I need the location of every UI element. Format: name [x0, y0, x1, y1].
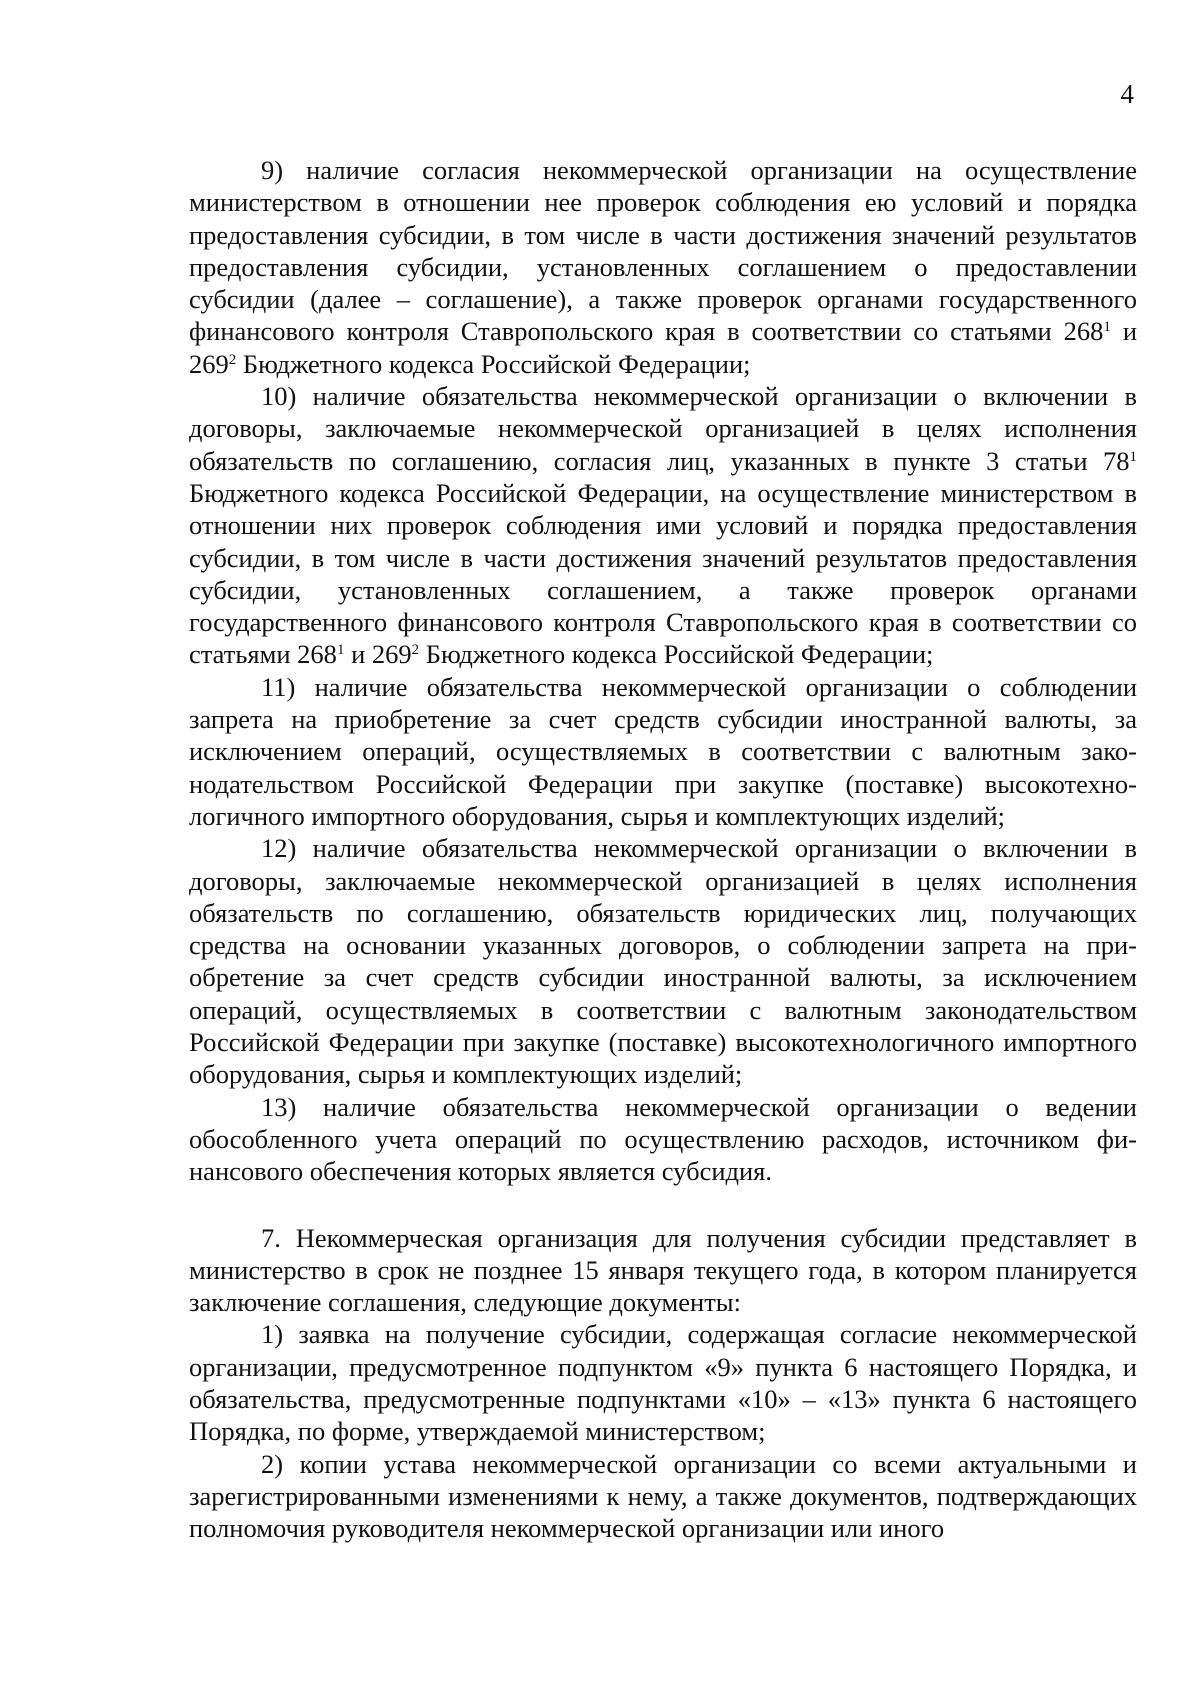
paragraph-text: 9) наличие согласия некоммерческой организации на осуществление министерством в отношении нее проверок соблюдения ею условий и порядка предоставления субсидии, в том числе в части достижения значений результатов предоставления субсидии, установленных соглашением о предоставлении субсидии (далее – соглашение), а также проверок органами государственного финансового контроля Ставропольского края в соответствии со статьями 268 [189, 155, 1137, 347]
paragraph-p9 [189, 154, 1137, 380]
superscript: 2 [228, 351, 237, 368]
paragraph-text: 10) наличие обязательства некоммерческой организации о включении в договоры, заключаемые некоммерческой организацией в целях исполнения обязательств по соглашению, согласия лиц, указанных в пункте 3 статьи 78 [189, 381, 1137, 476]
page-number: 4 [1120, 79, 1134, 109]
paragraph-text: 1) заявка на получение субсидии, содержащая согласие некоммерческой организации, предусмотренное подпунктом «9» пункта 6 настоящего Порядка, и обязательства, предусмотренные подпунктами «10» – «13» пункта 6 настоящего Порядка, по форме, утверждаемой министерством; [189, 1319, 1137, 1447]
paragraph-text: Бюджетного кодекса Российской Федерации; [236, 348, 751, 379]
document-body [189, 154, 1137, 1544]
paragraph-text: 11) наличие обязательства некоммерческой организации о соблюдении запрета на приобретение за счет средств субсидии иностранной валюты, за исключением операций, осуществляемых в соответствии с валютным законодательством Российской Федерации при закупке (поставке) высокотехнологичного импортного оборудования, сырья и комплектующих изделий; [189, 671, 1137, 831]
paragraph-s7 [189, 1222, 1137, 1319]
paragraph-text: Бюджетного кодекса Российской Федерации, на осуществление министерством в отношении них проверок соблюдения ими условий и порядка предоставления субсидии, в том числе в части достижения значений результатов предоставления субсидии, установленных соглашением, а также проверок органами государственного финансового контроля Ставропольского края в соответствии со статьями 268 [189, 477, 1137, 670]
superscript: 2 [411, 642, 420, 659]
paragraph-p12 [189, 832, 1137, 1090]
paragraph-text: и 269 [344, 639, 412, 670]
paragraph-p10 [189, 380, 1137, 671]
paragraph-text: 13) наличие обязательства некоммерческой организации о ведении обособленного учета операций по осуществлению расходов, источником финансового обеспечения которых является субсидия. [189, 1091, 1137, 1187]
superscript: 1 [336, 642, 345, 659]
paragraph-s7-1 [189, 1318, 1137, 1447]
paragraph-text: 7. Некоммерческая организация для получения субсидии представляет в министерство в срок не позднее 15 января текущего года, в котором планируется заключение соглашения, следующие документы: [189, 1222, 1137, 1318]
superscript: 1 [1103, 319, 1111, 336]
paragraph-text: 2) копии устава некоммерческой организации со всеми актуальными и зарегистрированными изменениями к нему, а также документов, подтверждающих полномочия руководителя некоммерческой организации или иного [189, 1448, 1137, 1544]
paragraph-p13 [189, 1091, 1137, 1188]
paragraph-p11 [189, 671, 1137, 832]
paragraph-text: 12) наличие обязательства некоммерческой организации о включении в договоры, заключаемые некоммерческой организацией в целях исполнения обязательств по соглашению, обязательств юридических лиц, получающих средства на основании указанных договоров, о соблюдении запрета на приобретение за счет средств субсидии иностранной валюты, за исключением операций, осуществляемых в соответствии с валютным законодательством Российской Федерации при закупке (поставке) высокотехнологичного импортного оборудования, сырья и комплектующих изделий; [189, 833, 1137, 1090]
paragraph-text: и 269 [189, 316, 1137, 379]
paragraph-s7-2 [189, 1448, 1137, 1545]
superscript: 1 [1129, 448, 1137, 465]
paragraph-text: Бюджетного кодекса Российской Федерации; [419, 639, 934, 670]
